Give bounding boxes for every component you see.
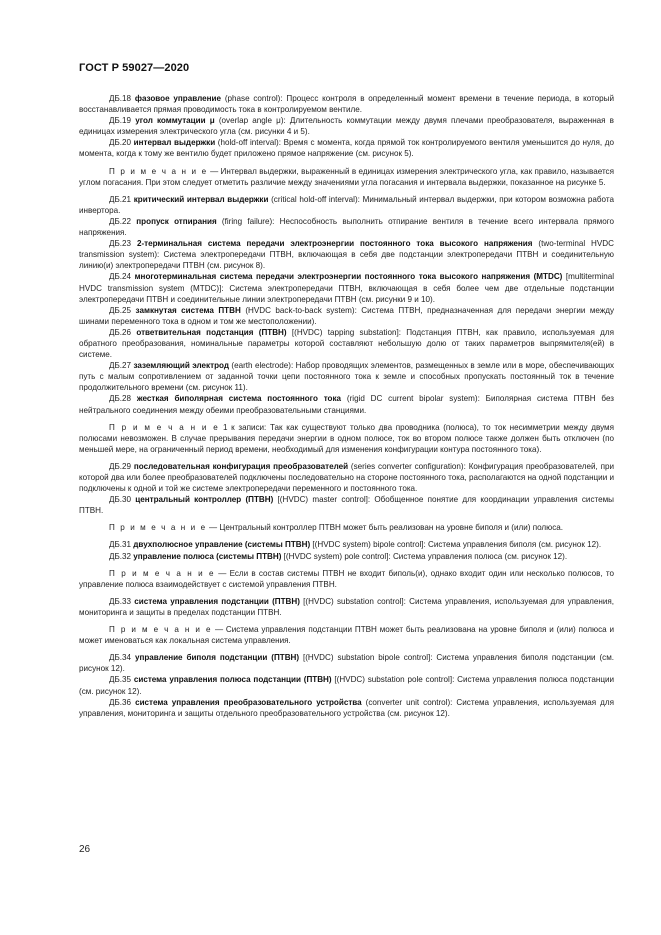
definition-db28 <box>79 393 614 415</box>
term: заземляющий электрод <box>133 361 229 371</box>
term: пропуск отпирания <box>136 216 217 226</box>
entry-number: ДБ.26 <box>109 327 132 337</box>
definition-text: (critical hold-off interval): Минимальный интервал выдержки, при котором возможна работа инвертора. <box>79 194 614 215</box>
definition-text: (converter unit control): Система управления, используемая для управления, мониторинга и защиты отдельного преобразовательного устройства (см. рисунок 12). <box>79 697 614 718</box>
term: интервал выдержки <box>133 138 216 148</box>
note-label: П р и м е ч а н и е <box>109 568 216 578</box>
definition-db26 <box>79 327 614 360</box>
definition-db33 <box>79 596 614 618</box>
definition-text: [(HVDC) substation pole control]: Система управления полюса подстанции (см. рисунок 12). <box>79 675 614 696</box>
definition-text: (earth electrode): Набор проводящих элементов, размещенных в земле или в море, обеспечивающих путь с малым сопротивлением от заданной точки цепи постоянного тока к земле и способных пропускать постоянный ток в течение продолжительного времени (см. рисунок 11). <box>79 361 615 393</box>
entry-number: ДБ.18 <box>109 94 132 103</box>
definition-db22 <box>79 216 614 238</box>
definition-db35 <box>79 674 614 696</box>
entry-number: ДБ.36 <box>109 697 132 707</box>
term: управление биполя подстанции (ПТВН) <box>134 653 300 663</box>
definition-text: (hold-off interval): Время с момента, когда прямой ток контролируемого вентиля уменьшится до нуля, до момента, когда к тому же вентилю будет приложено прямое напряжение (см. рисунок 5). <box>79 138 614 159</box>
note-db30 <box>79 522 614 533</box>
entry-number: ДБ.33 <box>109 596 132 606</box>
term: фазовое управление <box>134 94 222 103</box>
term: система управления полюса подстанции (ПТВН) <box>133 675 332 685</box>
term: многотерминальная система передачи электроэнергии постоянного тока высокого напряжения (MTDC) <box>134 272 563 282</box>
term: критический интервал выдержки <box>133 194 269 204</box>
term: последовательная конфигурация преобразователей <box>133 461 349 471</box>
note-db33 <box>79 624 614 646</box>
term: 2-терминальная система передачи электроэнергии постоянного тока высокого напряжения <box>136 239 533 249</box>
definition-text: [(HVDC) substation control]: Система управления, используемая для управления, мониторинга и защиты в пределах подстанции ПТВН. <box>79 596 614 617</box>
definition-text: (firing failure): Неспособность выполнить отпирание вентиля в течение всего интервала прямого напряжения. <box>79 216 614 238</box>
term: ответвительная подстанция (ПТВН) <box>136 327 287 337</box>
definition-db27 <box>79 360 614 393</box>
definition-db24 <box>79 271 614 304</box>
term: двухполюсное управление (системы ПТВН) <box>133 540 311 550</box>
term: замкнутая система ПТВН <box>135 305 241 315</box>
note-db28 <box>79 422 614 455</box>
definition-db36 <box>79 697 614 719</box>
note-label: П р и м е ч а н и е <box>109 422 220 432</box>
page-number: 26 <box>79 844 91 855</box>
definition-text: (series converter configuration): Конфигурация преобразователей, при которой два или более преобразователей подключены последовательно на стороне постоянного тока, располагаются на одной подстанции и подключены к одной и той же системе электропередачи переменного и постоянного тока. <box>79 461 614 494</box>
definition-text: [(HVDC) master control]: Обобщенное понятие для координации управления системы ПТВН. <box>79 495 614 516</box>
definition-db18 <box>79 93 614 115</box>
entry-number: ДБ.21 <box>109 194 132 204</box>
term: угол коммутации μ <box>135 116 215 126</box>
entry-number: ДБ.35 <box>109 675 132 685</box>
definition-text: (phase control): Процесс контроля в определенный момент времени в течение периода, в который восстанавливается прямая проводимость тока в контролируемом вентиле. <box>79 94 615 115</box>
entry-number: ДБ.32 <box>109 551 132 561</box>
definition-text: (HVDC back-to-back system): Система ПТВН, предназначенная для передачи энергии между шинами переменного тока в одном и том же местоположении). <box>79 305 615 326</box>
definition-db29 <box>79 461 614 494</box>
note-text: 1 к записи: Так как существуют только два проводника (полюса), то ток несимметрии между двумя полюсами невозможен. В случае прерывания передачи энергии в одном полюсе, ток во втором полюсе также должен быть отключен (по меньшей мере, на ограниченный период времени, необходимый для изменения конфигурации контура постоянного тока). <box>79 422 614 454</box>
entry-number: ДБ.27 <box>109 361 132 371</box>
term: центральный контроллер (ПТВН) <box>135 495 274 505</box>
entry-number: ДБ.23 <box>109 239 132 249</box>
definition-text: [(HVDC) substation bipole control]: Система управления биполя подстанции (см. рисунок 12). <box>79 653 615 674</box>
definition-text: (rigid DC current bipolar system): Биполярная система ПТВН без нейтрального соединения между обеими преобразовательными станциями. <box>79 394 614 415</box>
note-db32 <box>79 568 614 590</box>
note-label: П р и м е ч а н и е <box>109 166 208 176</box>
note-label: П р и м е ч а н и е <box>109 523 207 533</box>
note-text: — Система управления подстанции ПТВН может быть реализована на уровне биполя и (или) полюса и может именоваться как локальная система управления. <box>79 625 614 646</box>
definition-db21 <box>79 194 614 216</box>
entry-number: ДБ.31 <box>109 540 132 550</box>
page-header: ГОСТ Р 59027—2020 <box>79 62 190 74</box>
term: жесткая биполярная система постоянного тока <box>136 394 342 404</box>
definition-db20 <box>79 137 614 159</box>
entry-number: ДБ.30 <box>109 495 132 505</box>
definition-db30 <box>79 494 614 516</box>
definition-db31 <box>79 539 614 550</box>
definition-text: [(HVDC system) pole control]: Система управления полюса (см. рисунок 12). <box>281 551 568 561</box>
definition-db34 <box>79 652 614 674</box>
entry-number: ДБ.20 <box>109 138 132 148</box>
definition-text: [(HVDC) tapping substation]: Подстанция ПТВН, как правило, используемая для обратного преобразования, номинальные параметры которой составляют небольшую долю от таких параметров выпрямителя(ей) в системе. <box>79 327 614 360</box>
note-text: — Если в состав системы ПТВН не входит биполь(и), однако входит один или несколько полюсов, то управление полюса взаимодействует с системой управления ПТВН. <box>79 568 614 589</box>
entry-number: ДБ.22 <box>109 216 132 226</box>
entry-number: ДБ.25 <box>109 305 132 315</box>
entry-number: ДБ.19 <box>109 116 132 126</box>
definition-db19 <box>79 115 614 137</box>
note-label: П р и м е ч а н и е <box>109 625 213 635</box>
definition-text: [multiterminal HVDC transmission system (MTDC)]: Система электропередачи ПТВН, включающая в себя более чем две отдельные подстанции электропередачи ПТВН и соединительные линии электропередачи ПТВН (см. рисунки 9 и 10). <box>79 272 615 304</box>
definition-text: [(HVDC system) bipole control]: Система управления биполя (см. рисунок 12). <box>310 540 602 550</box>
entry-number: ДБ.28 <box>109 394 132 404</box>
definition-db32 <box>79 551 614 562</box>
note-text: — Центральный контроллер ПТВН может быть реализован на уровне биполя и (или) полюса. <box>206 523 563 533</box>
entry-number: ДБ.34 <box>109 653 132 663</box>
definition-db23 <box>79 238 614 271</box>
term: система управления преобразовательного устройства <box>135 697 362 707</box>
entry-number: ДБ.29 <box>109 461 132 471</box>
definition-text: (two-terminal HVDC transmission system): Система электропередачи ПТВН, включающая в себя две подстанции электропередачи ПТВН и соединительную линию(и) электропередачи ПТВН (см. рисунок 8). <box>79 239 614 271</box>
term: система управления подстанции (ПТВН) <box>134 596 300 606</box>
entry-number: ДБ.24 <box>109 272 132 282</box>
document-body <box>79 93 614 719</box>
note-db20 <box>79 166 614 188</box>
definition-db25 <box>79 305 614 327</box>
definition-text: (overlap angle μ): Длительность коммутации между двумя плечами преобразователя, выраженная в единицах измерения электрического угла (см. рисунки 4 и 5). <box>79 116 614 137</box>
note-text: — Интервал выдержки, выраженный в единицах измерения электрического угла, как правило, называется углом погасания. При этом следует отметить различие между значениями угла погасания и интервала выдержки, показанное на рисунке 5. <box>79 166 614 187</box>
term: управление полюса (системы ПТВН) <box>133 551 282 561</box>
